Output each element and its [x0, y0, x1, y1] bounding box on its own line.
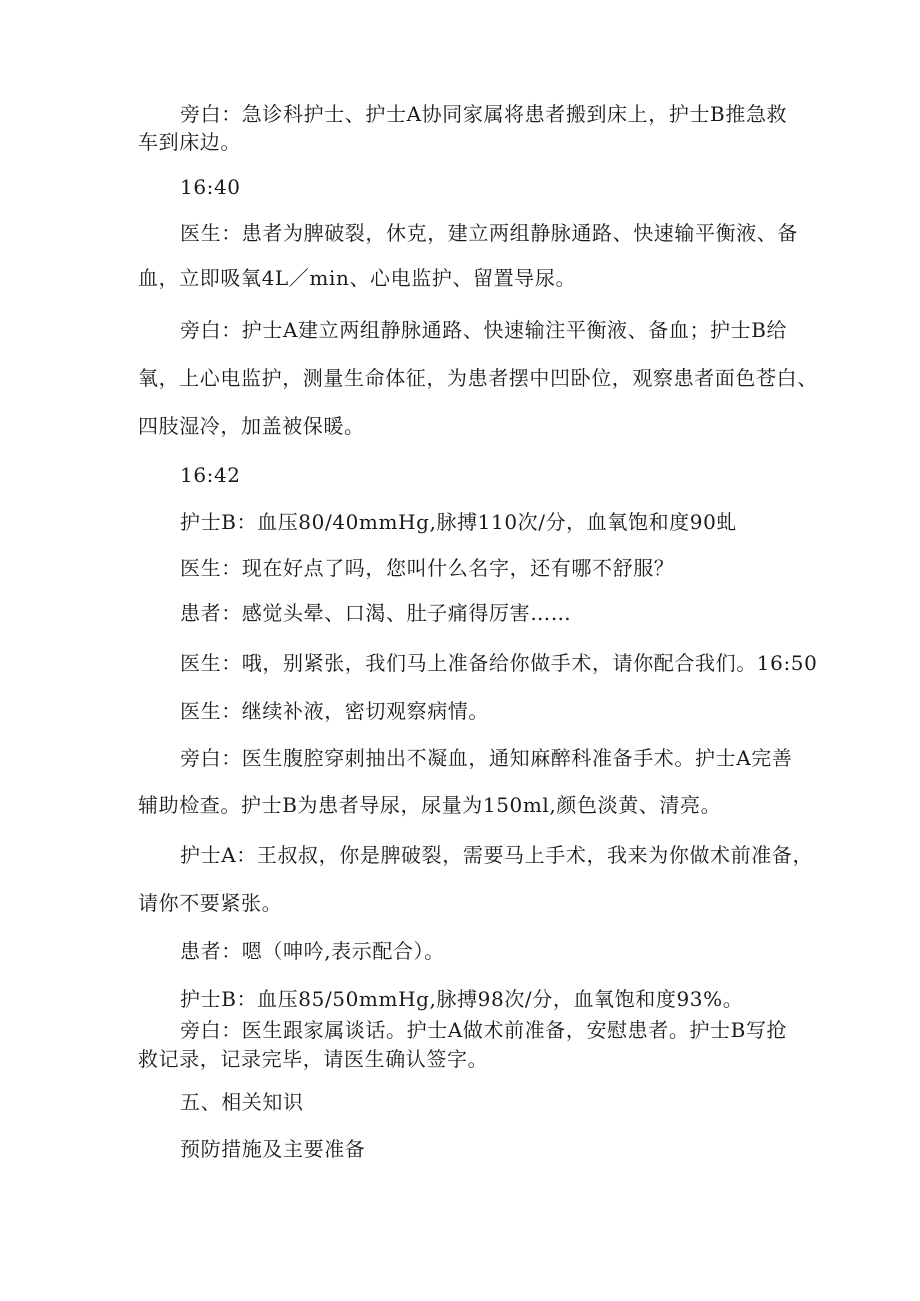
paragraph-line: 辅助检查。护士B为患者导尿，尿量为150ml,颜色淡黄、清亮。 [138, 793, 722, 817]
paragraph-line: 请你不要紧张。 [138, 891, 283, 915]
paragraph-line: 护士B：血压80/40mmHg,脉搏110次/分，血氧饱和度90虬 [180, 510, 738, 534]
section-heading: 五、相关知识 [180, 1090, 304, 1114]
paragraph-line: 医生：哦，别紧张，我们马上准备给你做手术，请你配合我们。16:50 [180, 651, 818, 675]
subsection-heading: 预防措施及主要准备 [180, 1137, 366, 1161]
timestamp: 16:40 [180, 175, 241, 199]
paragraph-line: 护士A：王叔叔，你是脾破裂，需要马上手术，我来为你做术前准备， [180, 843, 814, 867]
paragraph-line: 医生：患者为脾破裂，休克，建立两组静脉通路、快速输平衡液、备 [180, 221, 798, 245]
paragraph-line: 患者：感觉头晕、口渴、肚子痛得厉害…… [180, 601, 572, 625]
paragraph-line: 护士B：血压85/50mmHg,脉搏98次/分，血氧饱和度93%。 [180, 987, 744, 1011]
paragraph-line: 氧，上心电监护，测量生命体征，为患者摆中凹卧位，观察患者面色苍白、 [138, 366, 818, 390]
paragraph-line: 医生：继续补液，密切观察病情。 [180, 699, 489, 723]
paragraph-line: 救记录，记录完毕，请医生确认签字。 [138, 1047, 489, 1071]
paragraph-line: 患者：嗯（呻吟,表示配合）。 [180, 939, 445, 963]
paragraph-line: 血，立即吸氧4L／min、心电监护、留置导尿。 [138, 266, 577, 290]
paragraph-line: 旁白：医生跟家属谈话。护士A做术前准备，安慰患者。护士B写抢 [180, 1018, 788, 1042]
paragraph-line: 车到床边。 [138, 130, 241, 154]
paragraph-line: 旁白：医生腹腔穿刺抽出不凝血，通知麻醉科准备手术。护士A完善 [180, 746, 793, 770]
timestamp: 16:42 [180, 463, 241, 487]
paragraph-line: 医生：现在好点了吗，您叫什么名字，还有哪不舒服？ [180, 556, 675, 580]
paragraph-line: 旁白：护士A建立两组静脉通路、快速输注平衡液、备血；护士B给 [180, 318, 788, 342]
paragraph-line: 旁白：急诊科护士、护士A协同家属将患者搬到床上，护士B推急救 [180, 102, 788, 126]
paragraph-line: 四肢湿冷，加盖被保暖。 [138, 414, 365, 438]
